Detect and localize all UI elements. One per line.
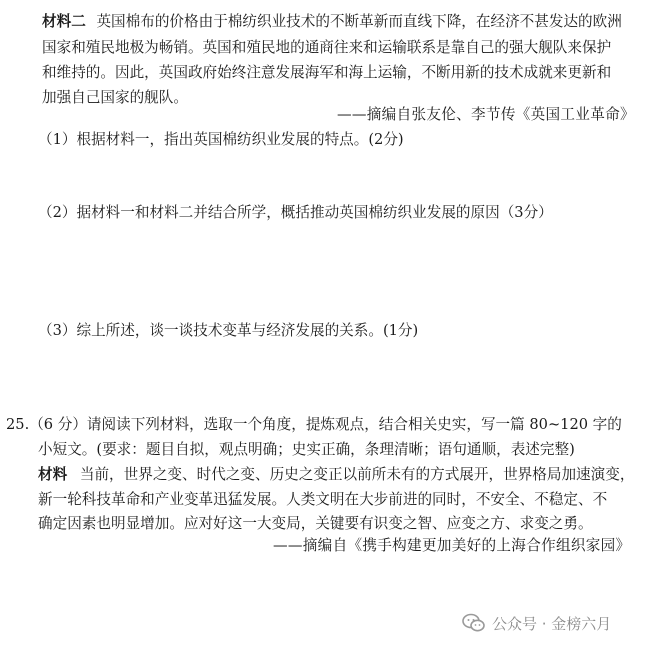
material-2-line-4: 加强自己国家的舰队。: [42, 89, 188, 106]
question-25-material-line-3: 确定因素也明显增加。应对好这一大变局，关键要有识变之智、应变之方、求变之勇。: [38, 515, 593, 532]
material-2-line-2: 国家和殖民地极为畅销。英国和殖民地的通商往来和运输联系是靠自己的强大舰队来保护: [42, 39, 612, 56]
material-2-heading: 材料二: [42, 13, 86, 30]
question-1: （1）根据材料一，指出英国棉纺织业发展的特点。(2分): [38, 131, 404, 148]
material-2-line-1: [42, 12, 622, 32]
question-2: （2）据材料一和材料二并结合所学，概括推动英国棉纺织业发展的原因（3分）: [38, 204, 553, 221]
question-25-material-heading: 材料: [38, 466, 68, 483]
question-25-line-2: 小短文。(要求：题目自拟，观点明确；史实正确，条理清晰；语句通顺，表述完整): [38, 441, 575, 458]
question-25-source: ——摘编自《携手构建更加美好的上海合作组织家园》: [273, 537, 631, 554]
question-25-material-line-1: [38, 465, 634, 485]
question-3: （3）综上所述，谈一谈技术变革与经济发展的关系。(1分): [38, 322, 419, 339]
material-2-source: ——摘编自张友伦、李节传《英国工业革命》: [337, 106, 635, 123]
material-2-line-3: 和维持的。因此，英国政府始终注意发展海军和海上运输，不断用新的技术成就来更新和: [42, 64, 612, 81]
question-25-line-1: 25.（6 分）请阅读下列材料，选取一个角度，提炼观点，结合相关史实，写一篇 80~120 字的: [6, 416, 622, 433]
watermark-text: 公众号 · 金榜六月: [492, 614, 612, 633]
wechat-icon: [462, 612, 486, 634]
material-2-text: 英国棉布的价格由于棉纺织业技术的不断革新而直线下降，在经济不甚发达的欧洲: [96, 13, 622, 30]
question-25-material-line-2: 新一轮科技革命和产业变革迅猛发展。人类文明在大步前进的同时，不安全、不稳定、不: [38, 491, 608, 508]
watermark: [462, 612, 611, 634]
question-25-material-text: 当前，世界之变、时代之变、历史之变正以前所未有的方式展开，世界格局加速演变，: [79, 466, 635, 483]
